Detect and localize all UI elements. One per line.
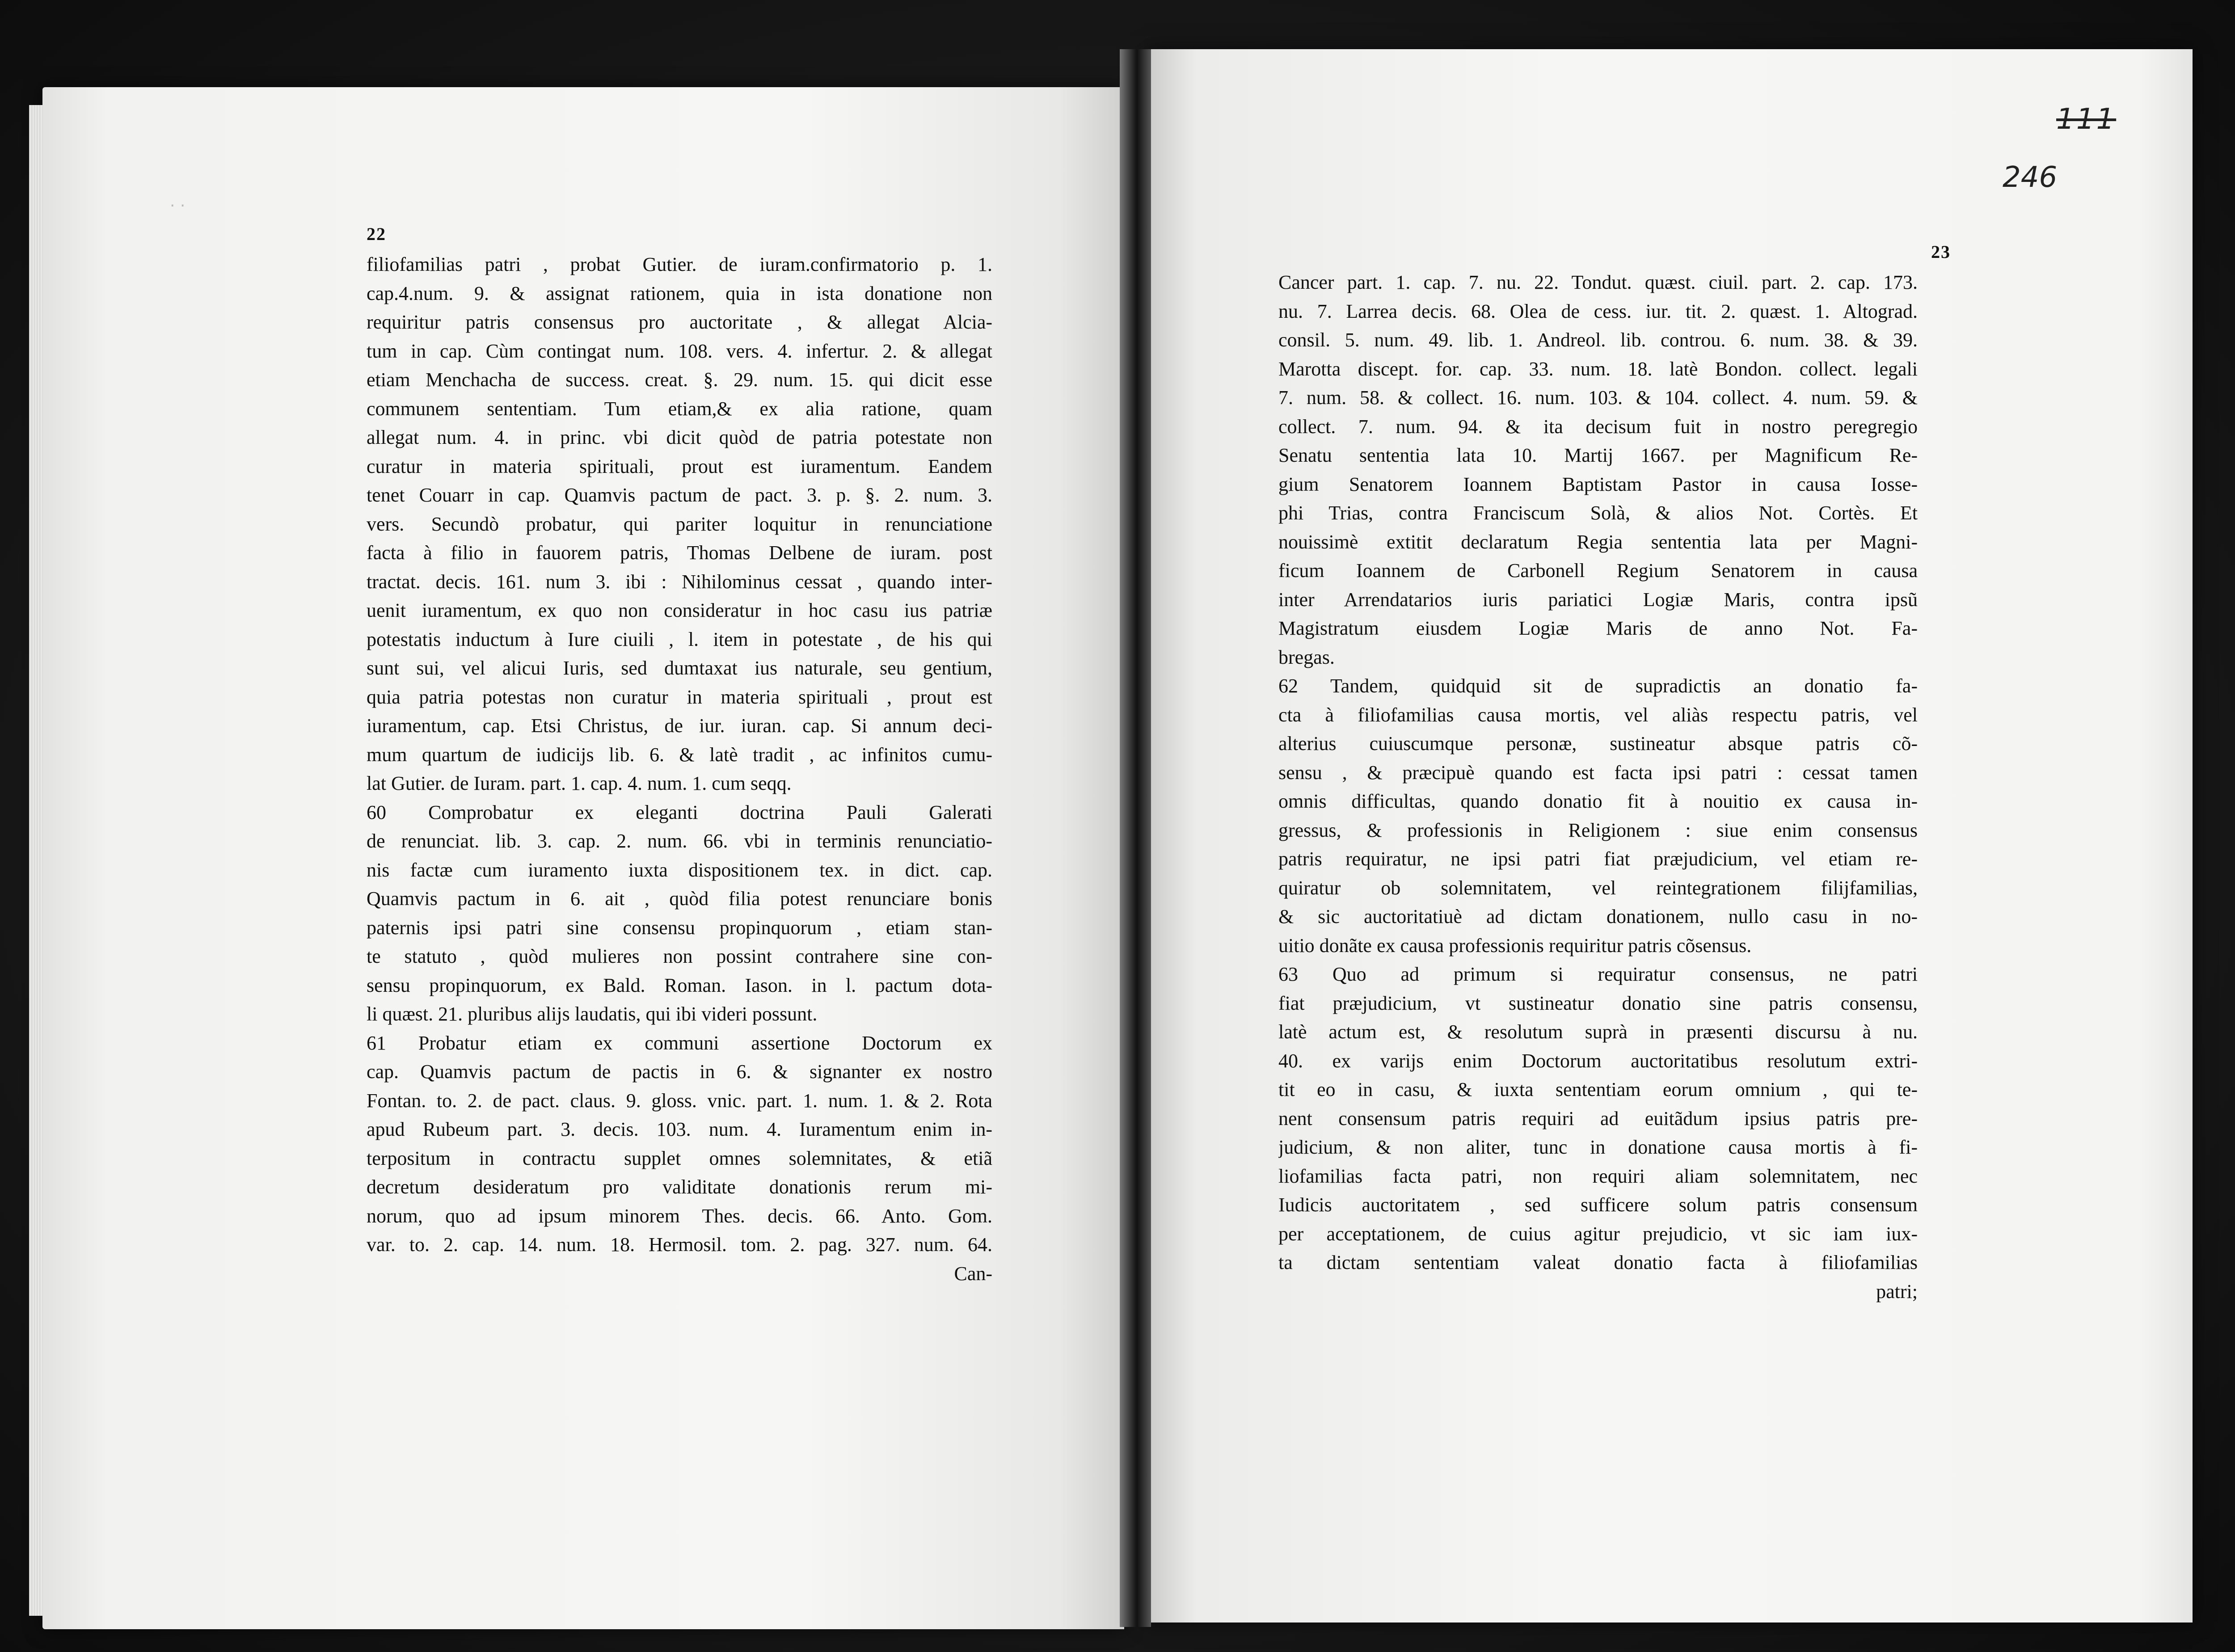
text-line: norum, quo ad ipsum minorem Thes. decis. 66. Anto. Gom. bbox=[367, 1205, 992, 1227]
text-line: patris requiratur, ne ipsi patri fiat præjudicium, vel etiam re- bbox=[1278, 848, 1918, 870]
text-line: 7. num. 58. & collect. 16. num. 103. & 104. collect. 4. num. 59. & bbox=[1278, 387, 1918, 409]
text-line: gium Senatorem Ioannem Baptistam Pastor in causa Iosse- bbox=[1278, 473, 1918, 495]
text-line: cta à filiofamilias causa mortis, vel aliàs respectu patris, vel bbox=[1278, 704, 1918, 726]
text-line: paternis ipsi patri sine consensu propinquorum , etiam stan- bbox=[367, 916, 992, 939]
text-line: Cancer part. 1. cap. 7. nu. 22. Tondut. quæst. ciuil. part. 2. cap. 173. bbox=[1278, 271, 1918, 293]
book-gutter bbox=[1120, 49, 1151, 1627]
text-line: 61 Probatur etiam ex communi assertione Doctorum ex bbox=[367, 1032, 992, 1054]
text-line: cap.4.num. 9. & assignat rationem, quia in ista donatione non bbox=[367, 282, 992, 304]
text-line: curatur in materia spirituali, prout est iuramentum. Eandem bbox=[367, 455, 992, 477]
text-line: apud Rubeum part. 3. decis. 103. num. 4. Iuramentum enim in- bbox=[367, 1118, 992, 1140]
text-line: Iudicis auctoritatem , sed sufficere solum patris consensum bbox=[1278, 1194, 1918, 1216]
text-line: tractat. decis. 161. num 3. ibi : Nihilominus cessat , quando inter- bbox=[367, 570, 992, 593]
text-line: 62 Tandem, quidquid sit de supradictis an donatio fa- bbox=[1278, 675, 1918, 697]
text-line: nent consensum patris requiri ad euitãdum ipsius patris pre- bbox=[1278, 1107, 1918, 1129]
text-line: ficum Ioannem de Carbonell Regium Senatorem in causa bbox=[1278, 560, 1918, 582]
text-line: nis factæ cum iuramento iuxta dispositionem tex. in dict. cap. bbox=[367, 859, 992, 881]
text-line: Marotta discept. for. cap. 33. num. 18. latè Bondon. collect. legali bbox=[1278, 358, 1918, 380]
text-line: de renunciat. lib. 3. cap. 2. num. 66. vbi in terminis renunciatio- bbox=[367, 830, 992, 852]
text-line: tum in cap. Cùm contingat num. 108. vers. 4. infertur. 2. & allegat bbox=[367, 340, 992, 362]
text-line: filiofamilias patri , probat Gutier. de iuram.confirmatorio p. 1. bbox=[367, 253, 992, 275]
text-line: facta à filio in fauorem patris, Thomas Delbene de iuram. post bbox=[367, 542, 992, 564]
right-text-block bbox=[1278, 268, 1918, 1306]
text-line: terpositum in contractu supplet omnes solemnitates, & etiã bbox=[367, 1147, 992, 1169]
text-line: li quæst. 21. pluribus alijs laudatis, qui ibi videri possunt. bbox=[367, 1003, 818, 1025]
text-line: 40. ex varijs enim Doctorum auctoritatibus resolutum extri- bbox=[1278, 1049, 1918, 1072]
text-line: etiam Menchacha de success. creat. §. 29. num. 15. qui dicit esse bbox=[367, 369, 992, 391]
text-line: Can- bbox=[954, 1262, 992, 1285]
left-folio: 22 bbox=[367, 224, 386, 244]
text-line: communem sententiam. Tum etiam,& ex alia ratione, quam bbox=[367, 397, 992, 420]
text-line: judicium, & non aliter, tunc in donatione causa mortis à fi- bbox=[1278, 1136, 1918, 1158]
text-line: & sic auctoritatiuè ad dictam donationem, nullo casu in no- bbox=[1278, 906, 1918, 927]
text-line: ta dictam sententiam valeat donatio facta à filiofamilias bbox=[1278, 1252, 1918, 1273]
text-line: Quamvis pactum in 6. ait , quòd filia potest renunciare bonis bbox=[367, 888, 992, 910]
text-line: Fontan. to. 2. de pact. claus. 9. gloss. vnic. part. 1. num. 1. & 2. Rota bbox=[367, 1089, 992, 1112]
faint-bleed-mark: · · bbox=[170, 197, 186, 215]
text-line: lat Gutier. de Iuram. part. 1. cap. 4. num. 1. cum seqq. bbox=[367, 772, 792, 794]
text-line: 60 Comprobatur ex eleganti doctrina Pauli Galerati bbox=[367, 801, 992, 823]
text-line: nu. 7. Larrea decis. 68. Olea de cess. iur. tit. 2. quæst. 1. Altograd. bbox=[1278, 300, 1918, 322]
text-line: 63 Quo ad primum si requiratur consensus, ne patri bbox=[1278, 963, 1918, 985]
text-line: iuramentum, cap. Etsi Christus, de iur. iuran. cap. Si annum deci- bbox=[367, 715, 992, 737]
text-line: sensu , & præcipuè quando est facta ipsi patri : cessat tamen bbox=[1278, 761, 1918, 784]
left-text-block bbox=[367, 250, 992, 1288]
text-line: tenet Couarr in cap. Quamvis pactum de pact. 3. p. §. 2. num. 3. bbox=[367, 484, 992, 506]
text-line: liofamilias facta patri, non requiri aliam solemnitatem, nec bbox=[1278, 1165, 1918, 1187]
text-line: quiratur ob solemnitatem, vel reintegrationem filijfamilias, bbox=[1278, 877, 1918, 899]
text-line: uenit iuramentum, ex quo non consideratur in hoc casu ius patriæ bbox=[367, 599, 992, 621]
text-line: uitio donãte ex causa professionis requiritur patris cõsensus. bbox=[1278, 934, 1752, 957]
text-line: te statuto , quòd mulieres non possint contrahere sine con- bbox=[367, 945, 992, 967]
text-line: collect. 7. num. 94. & ita decisum fuit in nostro peregregio bbox=[1278, 415, 1918, 438]
handwritten-struck-number: 111 bbox=[2056, 103, 2117, 136]
text-line: fiat præjudicium, vt sustineatur donatio sine patris consensu, bbox=[1278, 992, 1918, 1014]
text-line: per acceptationem, de cuius agitur prejudicio, vt sic iam iux- bbox=[1278, 1222, 1918, 1245]
text-line: alterius cuiuscumque personæ, sustineatur absque patris cõ- bbox=[1278, 733, 1918, 754]
text-line: patri; bbox=[1876, 1280, 1918, 1302]
text-line: bregas. bbox=[1278, 646, 1335, 668]
text-line: inter Arrendatarios iuris pariatici Logiæ Maris, contra ipsũ bbox=[1278, 588, 1918, 611]
text-line: omnis difficultas, quando donatio fit à nouitio ex causa in- bbox=[1278, 790, 1918, 812]
text-line: decretum desideratum pro validitate donationis rerum mi- bbox=[367, 1176, 992, 1198]
text-line: tit eo in casu, & iuxta sententiam eorum omnium , qui te- bbox=[1278, 1079, 1918, 1100]
text-line: potestatis inductum à Iure ciuili , l. item in potestate , de his qui bbox=[367, 628, 992, 650]
text-line: consil. 5. num. 49. lib. 1. Andreol. lib. controu. 6. num. 38. & 39. bbox=[1278, 329, 1918, 351]
text-line: phi Trias, contra Franciscum Solà, & alios Not. Cortès. Et bbox=[1278, 502, 1918, 524]
text-line: sunt sui, vel alicui Iuris, sed dumtaxat ius naturale, seu gentium, bbox=[367, 657, 992, 679]
text-line: Senatu sententia lata 10. Martij 1667. per Magnificum Re- bbox=[1278, 444, 1918, 466]
text-line: cap. Quamvis pactum de pactis in 6. & signanter ex nostro bbox=[367, 1061, 992, 1083]
text-line: requiritur patris consensus pro auctoritate , & allegat Alcia- bbox=[367, 311, 992, 333]
text-line: var. to. 2. cap. 14. num. 18. Hermosil. tom. 2. pag. 327. num. 64. bbox=[367, 1234, 992, 1256]
text-line: gressus, & professionis in Religionem : siue enim consensus bbox=[1278, 819, 1918, 841]
right-folio: 23 bbox=[1931, 242, 1951, 262]
text-line: quia patria potestas non curatur in materia spirituali , prout est bbox=[367, 686, 992, 708]
handwritten-page-number: 246 bbox=[2003, 161, 2058, 194]
text-line: allegat num. 4. in princ. vbi dicit quòd de patria potestate non bbox=[367, 426, 992, 448]
text-line: vers. Secundò probatur, qui pariter loquitur in renunciatione bbox=[367, 513, 992, 535]
text-line: nouissimè extitit declaratum Regia sententia lata per Magni- bbox=[1278, 531, 1918, 553]
text-line: mum quartum de iudicijs lib. 6. & latè tradit , ac infinitos cumu- bbox=[367, 743, 992, 766]
text-line: sensu propinquorum, ex Bald. Roman. Iason. in l. pactum dota- bbox=[367, 974, 992, 996]
text-line: Magistratum eiusdem Logiæ Maris de anno Not. Fa- bbox=[1278, 617, 1918, 639]
text-line: latè actum est, & resolutum suprà in præsenti discursu à nu. bbox=[1278, 1021, 1918, 1043]
